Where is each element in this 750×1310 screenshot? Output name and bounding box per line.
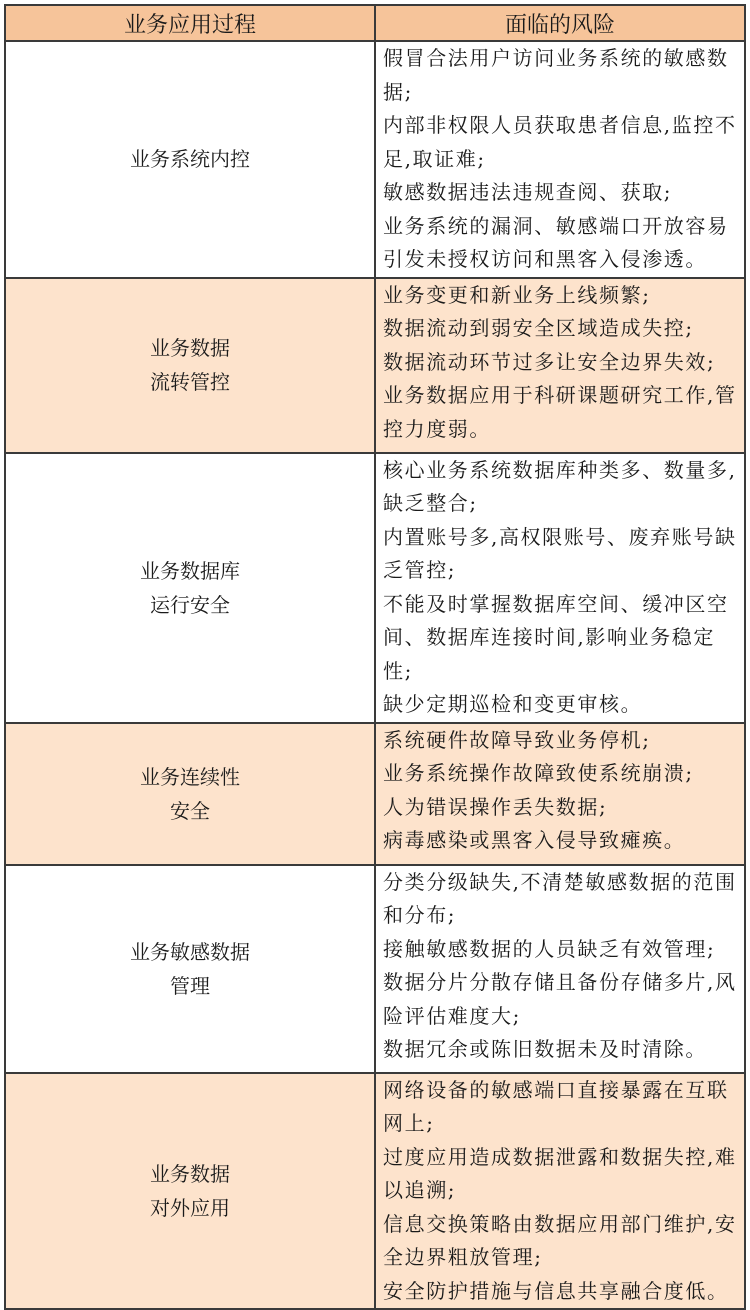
risk-table-container xyxy=(4,4,746,1310)
risk-item: 数据分片分散存储且备份存储多片,风险评估难度大; xyxy=(383,970,737,1028)
risks-cell xyxy=(375,865,745,1073)
risk-item: 业务变更和新业务上线频繁; xyxy=(383,282,651,307)
risk-item: 分类分级缺失,不清楚敏感数据的范围和分布; xyxy=(383,869,737,927)
risk-item: 数据流动环节过多让安全边界失效; xyxy=(383,349,716,374)
risk-item: 不能及时掌握数据库空间、缓冲区空间、数据库连接时间,影响业务稳定性; xyxy=(383,591,729,683)
risks-cell xyxy=(375,1073,745,1310)
table-header-row xyxy=(5,5,745,41)
process-label: 业务数据 xyxy=(150,336,230,360)
risk-item: 内置账号多,高权限账号、废弃账号缺乏管控; xyxy=(383,524,737,582)
risk-item: 信息交换策略由数据应用部门维护,安全边界粗放管理; xyxy=(383,1211,737,1269)
risk-item: 缺少定期巡检和变更审核。 xyxy=(383,692,643,716)
risk-item: 业务系统操作故障致使系统崩溃; xyxy=(383,761,694,785)
risks-cell xyxy=(375,723,745,865)
process-label: 管理 xyxy=(170,973,210,998)
table-row xyxy=(5,1073,745,1310)
risk-item: 数据流动到弱安全区域造成失控; xyxy=(383,316,694,340)
process-cell xyxy=(5,278,375,453)
process-cell xyxy=(5,865,375,1073)
table-row xyxy=(5,723,745,865)
process-label: 流转管控 xyxy=(150,370,230,394)
process-label: 业务数据库 xyxy=(140,558,240,583)
risk-item: 内部非权限人员获取患者信息,监控不足,取证难; xyxy=(383,113,737,171)
process-label: 业务数据 xyxy=(150,1161,230,1186)
table-row xyxy=(5,278,745,453)
risk-item: 业务系统的漏洞、敏感端口开放容易引发未授权访问和黑客入侵渗透。 xyxy=(383,213,729,271)
risk-item: 假冒合法用户访问业务系统的敏感数据; xyxy=(383,46,729,104)
risk-item: 核心业务系统数据库种类多、数量多,缺乏整合; xyxy=(383,457,737,515)
process-label: 安全 xyxy=(170,798,210,823)
risk-item: 病毒感染或黑客入侵导致瘫痪。 xyxy=(383,828,686,852)
process-label: 业务系统内控 xyxy=(130,147,250,172)
risk-item: 敏感数据违法违规查阅、获取; xyxy=(383,180,673,204)
risk-item: 系统硬件故障导致业务停机; xyxy=(383,727,651,752)
risks-cell xyxy=(375,278,745,453)
risk-item: 业务数据应用于科研课题研究工作,管控力度弱。 xyxy=(383,383,737,441)
header-process: 业务应用过程 xyxy=(5,5,375,41)
risk-item: 接触敏感数据的人员缺乏有效管理; xyxy=(383,936,716,961)
risks-cell xyxy=(375,41,745,278)
table-row xyxy=(5,41,745,278)
risks-cell xyxy=(375,453,745,723)
table-row xyxy=(5,865,745,1073)
process-label: 业务连续性 xyxy=(140,764,240,789)
process-cell xyxy=(5,1073,375,1310)
process-cell xyxy=(5,41,375,278)
process-cell xyxy=(5,453,375,723)
process-label: 运行安全 xyxy=(150,592,230,617)
process-label: 对外应用 xyxy=(150,1195,230,1220)
process-label: 业务敏感数据 xyxy=(130,939,250,964)
risk-table xyxy=(4,4,746,1310)
risk-item: 网络设备的敏感端口直接暴露在互联网上; xyxy=(383,1077,729,1135)
table-row xyxy=(5,453,745,723)
risk-item: 人为错误操作丢失数据; xyxy=(383,794,608,819)
risk-item: 数据冗余或陈旧数据未及时清除。 xyxy=(383,1037,707,1061)
risk-item: 安全防护措施与信息共享融合度低。 xyxy=(383,1278,729,1303)
header-risks: 面临的风险 xyxy=(375,5,745,41)
process-cell xyxy=(5,723,375,865)
risk-item: 过度应用造成数据泄露和数据失控,难以追溯; xyxy=(383,1144,737,1202)
